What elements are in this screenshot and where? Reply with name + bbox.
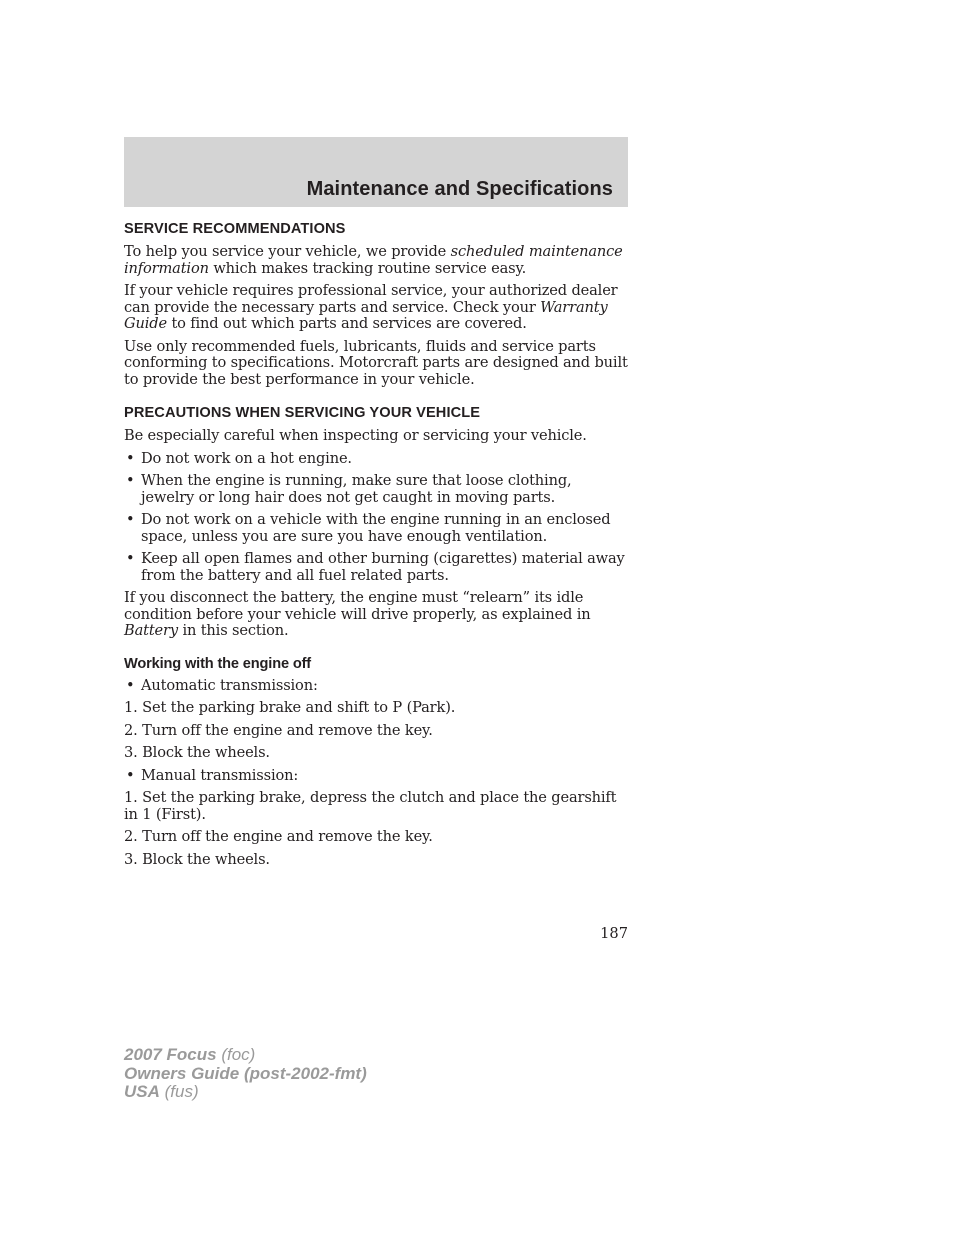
list-item-text: Keep all open flames and other burning (cigarettes) material away from the battery and all fuel related parts.	[141, 550, 625, 584]
list-item-text: Automatic transmission:	[141, 676, 318, 694]
list-item	[124, 678, 628, 695]
italic-reference: Battery	[124, 622, 178, 639]
manual-transmission-label	[124, 768, 628, 785]
section-header-band	[124, 137, 628, 207]
footer-market-code: (fus)	[159, 1082, 199, 1101]
text-run: To help you service your vehicle, we provide	[124, 243, 451, 260]
paragraph-battery-relearn	[124, 590, 628, 640]
footer-line	[124, 1083, 367, 1102]
list-item	[124, 473, 628, 506]
heading-precautions: PRECAUTIONS WHEN SERVICING YOUR VEHICLE	[124, 405, 481, 421]
bullet-icon: •	[126, 550, 135, 567]
paragraph-recommended-parts: Use only recommended fuels, lubricants, fluids and service parts conforming to specifications. Motorcraft parts are designed and built to provide the best performance in your vehicle.	[124, 337, 628, 388]
section-title: Maintenance and Specifications	[306, 178, 613, 200]
text-run: If you disconnect the battery, the engine must “relearn” its idle condition before your vehicle will drive properly, as explained in	[124, 589, 591, 623]
step-item: 1. Set the parking brake, depress the clutch and place the gearshift in 1 (First).	[124, 789, 617, 823]
footer-guide: Owners Guide (post-2002-fmt)	[124, 1063, 367, 1083]
step-item: 3. Block the wheels.	[124, 744, 270, 761]
list-item	[124, 551, 628, 584]
automatic-transmission-label	[124, 678, 628, 695]
step-item: 1. Set the parking brake and shift to P (Park).	[124, 699, 456, 716]
paragraph-professional-service	[124, 283, 628, 333]
bullet-icon: •	[126, 676, 135, 694]
italic-reference: Warranty Guide	[124, 298, 608, 332]
bullet-icon: •	[126, 766, 135, 784]
list-item	[124, 451, 628, 468]
text-run: in this section.	[177, 622, 289, 639]
heading-engine-off: Working with the engine off	[124, 655, 312, 672]
manual-steps-list	[124, 790, 628, 868]
step-item: 2. Turn off the engine and remove the key.	[124, 828, 433, 845]
page-number: 187	[600, 925, 628, 942]
italic-reference: scheduled maintenance information	[124, 243, 623, 277]
footer-model: 2007 Focus	[124, 1045, 217, 1064]
text-run: to find out which parts and services are covered.	[166, 315, 527, 332]
bullet-icon: •	[126, 449, 135, 467]
footer-line	[124, 1065, 367, 1084]
text-run: which makes tracking routine service easy.	[208, 259, 527, 277]
footer-model-code: (foc)	[216, 1045, 256, 1064]
bullet-icon: •	[126, 511, 135, 528]
page-content	[124, 221, 628, 874]
list-item	[124, 512, 628, 545]
bullet-icon: •	[126, 472, 135, 489]
list-item	[124, 768, 628, 785]
list-item-text: Do not work on a vehicle with the engine running in an enclosed space, unless you are sure you have enough ventilation.	[141, 511, 611, 545]
automatic-steps-list	[124, 700, 628, 762]
footer-market: USA	[124, 1082, 160, 1101]
paragraph-service-intro	[124, 244, 628, 277]
list-item-text: Do not work on a hot engine.	[141, 449, 352, 467]
step-item: 2. Turn off the engine and remove the key.	[124, 721, 433, 739]
heading-service-recommendations: SERVICE RECOMMENDATIONS	[124, 221, 346, 237]
paragraph-precautions-intro: Be especially careful when inspecting or servicing your vehicle.	[124, 427, 587, 444]
footer-line	[124, 1046, 367, 1065]
precautions-list	[124, 451, 628, 585]
list-item-text: Manual transmission:	[141, 766, 299, 784]
text-run: If your vehicle requires professional service, your authorized dealer can provide the necessary parts and service. Check your	[124, 282, 618, 316]
list-item-text: When the engine is running, make sure that loose clothing, jewelry or long hair does not get caught in moving parts.	[141, 472, 572, 506]
step-item: 3. Block the wheels.	[124, 850, 270, 868]
document-footer	[124, 1046, 367, 1102]
